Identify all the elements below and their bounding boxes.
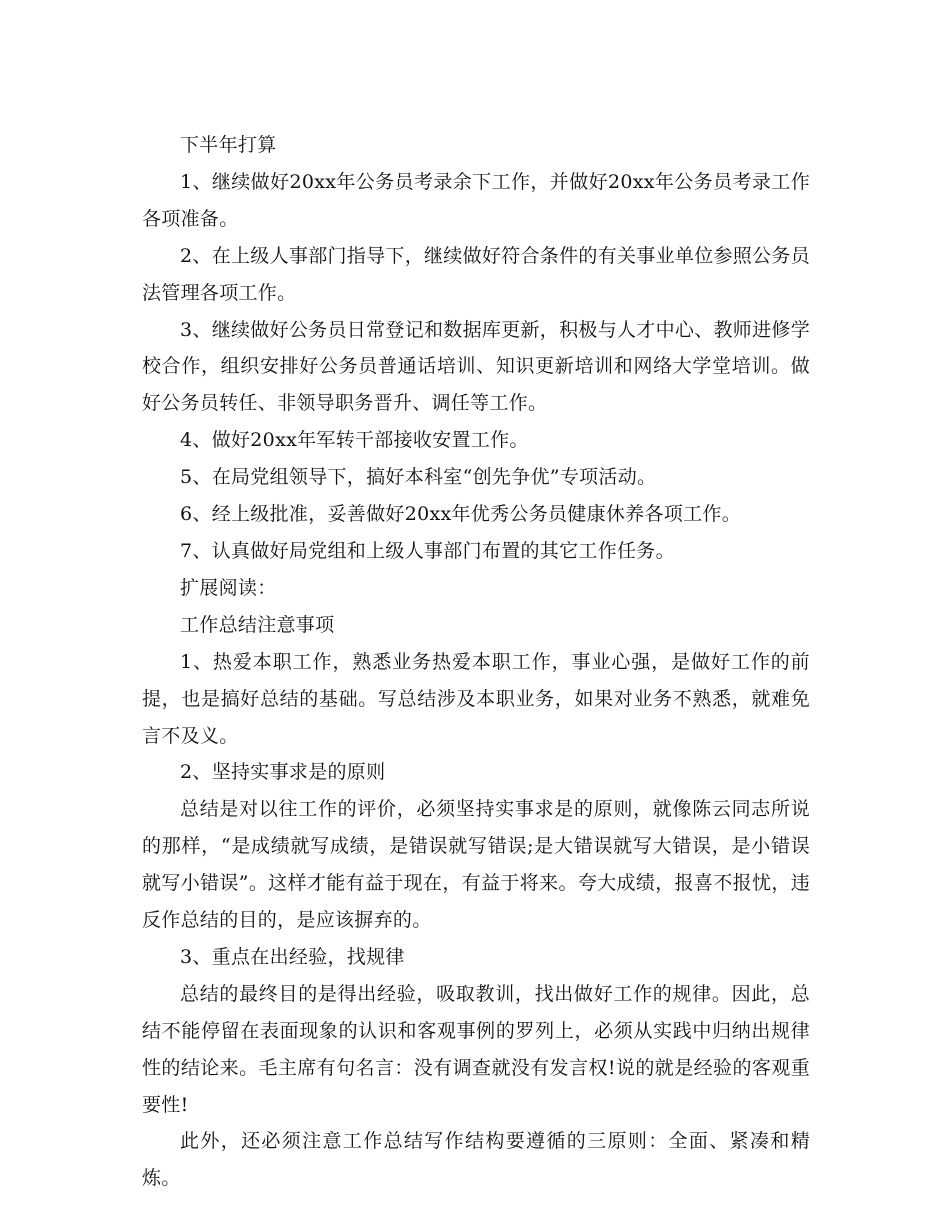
plan-item-4: 4、做好20xx年军转干部接收安置工作。 bbox=[180, 429, 529, 452]
plan-item-3: 3、继续做好公务员日常登记和数据库更新，积极与人才中心、教师进修学校合作，组织安排好公务员普通话培训、知识更新培训和网络大学堂培训。做好公务员转任、非领导职务晋升、调任等工作。 bbox=[142, 318, 810, 415]
document-body bbox=[142, 127, 810, 1197]
plan-item-2: 2、在上级人事部门指导下，继续做好符合条件的有关事业单位参照公务员法管理各项工作。 bbox=[142, 244, 810, 304]
note-body-2: 总结是对以往工作的评价，必须坚持实事求是的原则，就像陈云同志所说的那样，“是成绩就写成绩，是错误就写错误;是大错误就写大错误，是小错误就写小错误”。这样才能有益于现在，有益于将来。夸大成绩，报喜不报忧，违反作总结的目的，是应该摒弃的。 bbox=[142, 798, 810, 932]
section-heading-plan: 下半年打算 bbox=[180, 134, 277, 156]
plan-item-6: 6、经上级批准，妥善做好20xx年优秀公务员健康休养各项工作。 bbox=[180, 503, 741, 526]
extended-reading-label: 扩展阅读： bbox=[180, 576, 277, 599]
plan-item-1: 1、继续做好20xx年公务员考录余下工作，并做好20xx年公务员考录工作各项准备。 bbox=[142, 170, 810, 230]
note-body-3: 总结的最终目的是得出经验，吸取教训，找出做好工作的规律。因此，总结不能停留在表面现象的认识和客观事例的罗列上，必须从实践中归纳出规律性的结论来。毛主席有句名言：没有调查就没有发言权!说的就是经验的客观重要性! bbox=[142, 982, 810, 1116]
note-heading-3: 3、重点在出经验，找规律 bbox=[180, 945, 405, 968]
closing-paragraph: 此外，还必须注意工作总结写作结构要遵循的三原则：全面、紧凑和精炼。 bbox=[142, 1130, 810, 1190]
plan-item-5: 5、在局党组领导下，搞好本科室“创先争优”专项活动。 bbox=[180, 466, 657, 489]
note-item-1: 1、热爱本职工作，熟悉业务热爱本职工作，事业心强，是做好工作的前提，也是搞好总结的基础。写总结涉及本职业务，如果对业务不熟悉，就难免言不及义。 bbox=[142, 650, 810, 747]
section-heading-notes: 工作总结注意事项 bbox=[180, 613, 335, 636]
plan-item-7: 7、认真做好局党组和上级人事部门布置的其它工作任务。 bbox=[180, 539, 675, 562]
note-heading-2: 2、坚持实事求是的原则 bbox=[180, 761, 386, 784]
